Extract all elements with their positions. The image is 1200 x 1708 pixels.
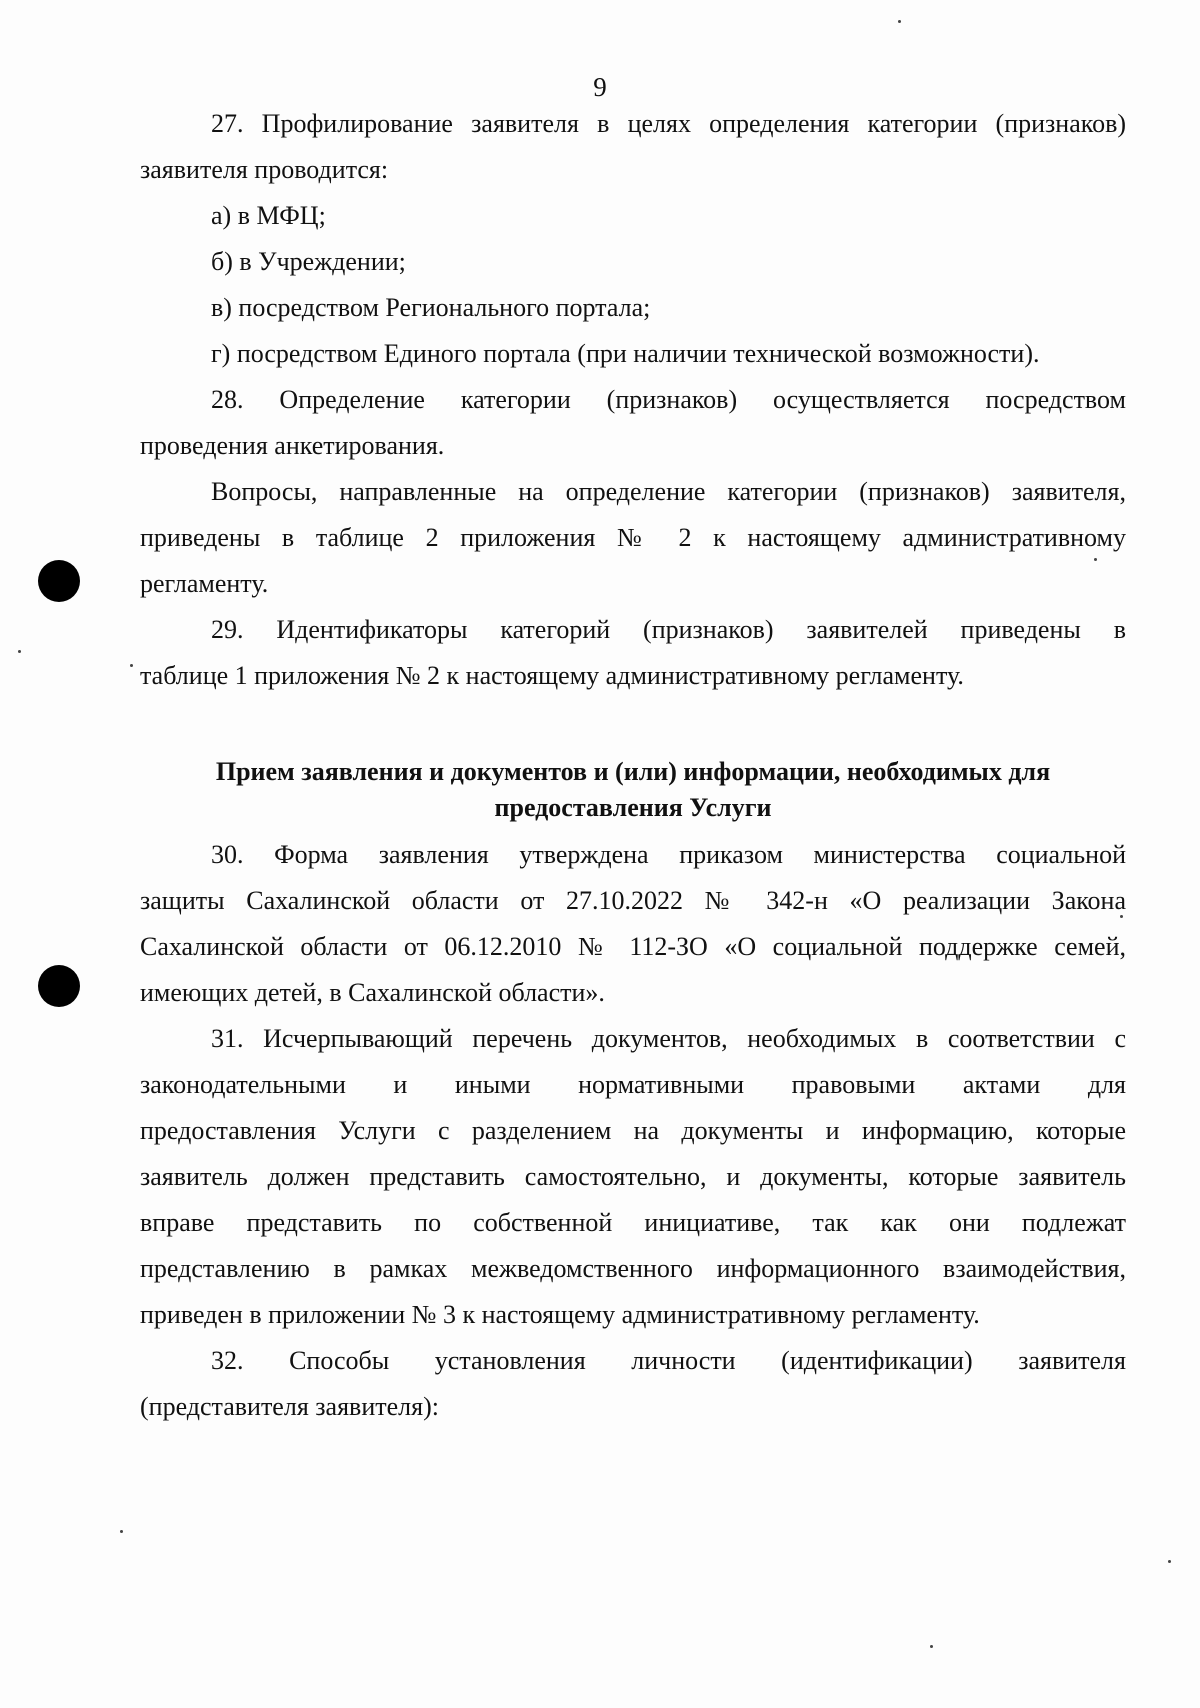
paragraph-31-line-3: предоставления Услуги с разделением на документы и информацию, которые xyxy=(140,1116,1126,1145)
paragraph-31-line-4: заявитель должен представить самостоятельно, и документы, которые заявитель xyxy=(140,1162,1126,1191)
scan-speck xyxy=(1168,1560,1171,1563)
punch-hole-upper xyxy=(38,560,80,602)
paragraph-31-line-1: 31. Исчерпывающий перечень документов, необходимых в соответствии с xyxy=(211,1024,1126,1053)
scan-speck xyxy=(120,1530,123,1533)
paragraph-30-line-2: защиты Сахалинской области от 27.10.2022 № 342-н «О реализации Закона xyxy=(140,886,1126,915)
paragraph-31-line-2: законодательными и иными нормативными правовыми актами для xyxy=(140,1070,1126,1099)
punch-hole-lower xyxy=(38,965,80,1007)
paragraph-28-line-1: 28. Определение категории (признаков) осуществляется посредством xyxy=(211,385,1126,414)
paragraph-32-line-2: (представителя заявителя): xyxy=(140,1392,439,1421)
scan-speck xyxy=(1120,915,1123,918)
scan-speck xyxy=(898,20,901,23)
scan-speck xyxy=(1094,558,1097,561)
list-item-v: в) посредством Регионального портала; xyxy=(211,293,651,322)
questions-line-1: Вопросы, направленные на определение категории (признаков) заявителя, xyxy=(211,477,1126,506)
paragraph-27-line-1: 27. Профилирование заявителя в целях определения категории (признаков) xyxy=(211,109,1126,138)
paragraph-31-line-5: вправе представить по собственной инициативе, так как они подлежат xyxy=(140,1208,1126,1237)
questions-line-2: приведены в таблице 2 приложения № 2 к настоящему административному xyxy=(140,523,1126,552)
questions-line-3: регламенту. xyxy=(140,569,269,598)
paragraph-27-line-2: заявителя проводится: xyxy=(140,155,389,184)
scan-speck xyxy=(930,1645,933,1648)
list-item-g: г) посредством Единого портала (при наличии технической возможности). xyxy=(211,339,1040,368)
list-item-a: а) в МФЦ; xyxy=(211,201,326,230)
paragraph-31-line-7: приведен в приложении № 3 к настоящему административному регламенту. xyxy=(140,1300,980,1329)
section-heading-line-1: Прием заявления и документов и (или) информации, необходимых для xyxy=(215,757,1051,786)
paragraph-28-line-2: проведения анкетирования. xyxy=(140,431,445,460)
section-heading-line-2: предоставления Услуги xyxy=(494,793,772,822)
paragraph-30-line-3: Сахалинской области от 06.12.2010 № 112-ЗО «О социальной поддержке семей, xyxy=(140,932,1126,961)
paragraph-29-line-1: 29. Идентификаторы категорий (признаков) заявителей приведены в xyxy=(211,615,1126,644)
paragraph-29-line-2: таблице 1 приложения № 2 к настоящему административному регламенту. xyxy=(140,661,964,690)
list-item-b: б) в Учреждении; xyxy=(211,247,406,276)
paragraph-31-line-6: представлению в рамках межведомственного информационного взаимодействия, xyxy=(140,1254,1126,1283)
paragraph-32-line-1: 32. Способы установления личности (идентификации) заявителя xyxy=(211,1346,1126,1375)
paragraph-30-line-4: имеющих детей, в Сахалинской области». xyxy=(140,978,605,1007)
scan-speck xyxy=(130,664,133,667)
scan-speck xyxy=(18,650,21,653)
page-number: 9 xyxy=(593,72,607,102)
paragraph-30-line-1: 30. Форма заявления утверждена приказом министерства социальной xyxy=(211,840,1126,869)
